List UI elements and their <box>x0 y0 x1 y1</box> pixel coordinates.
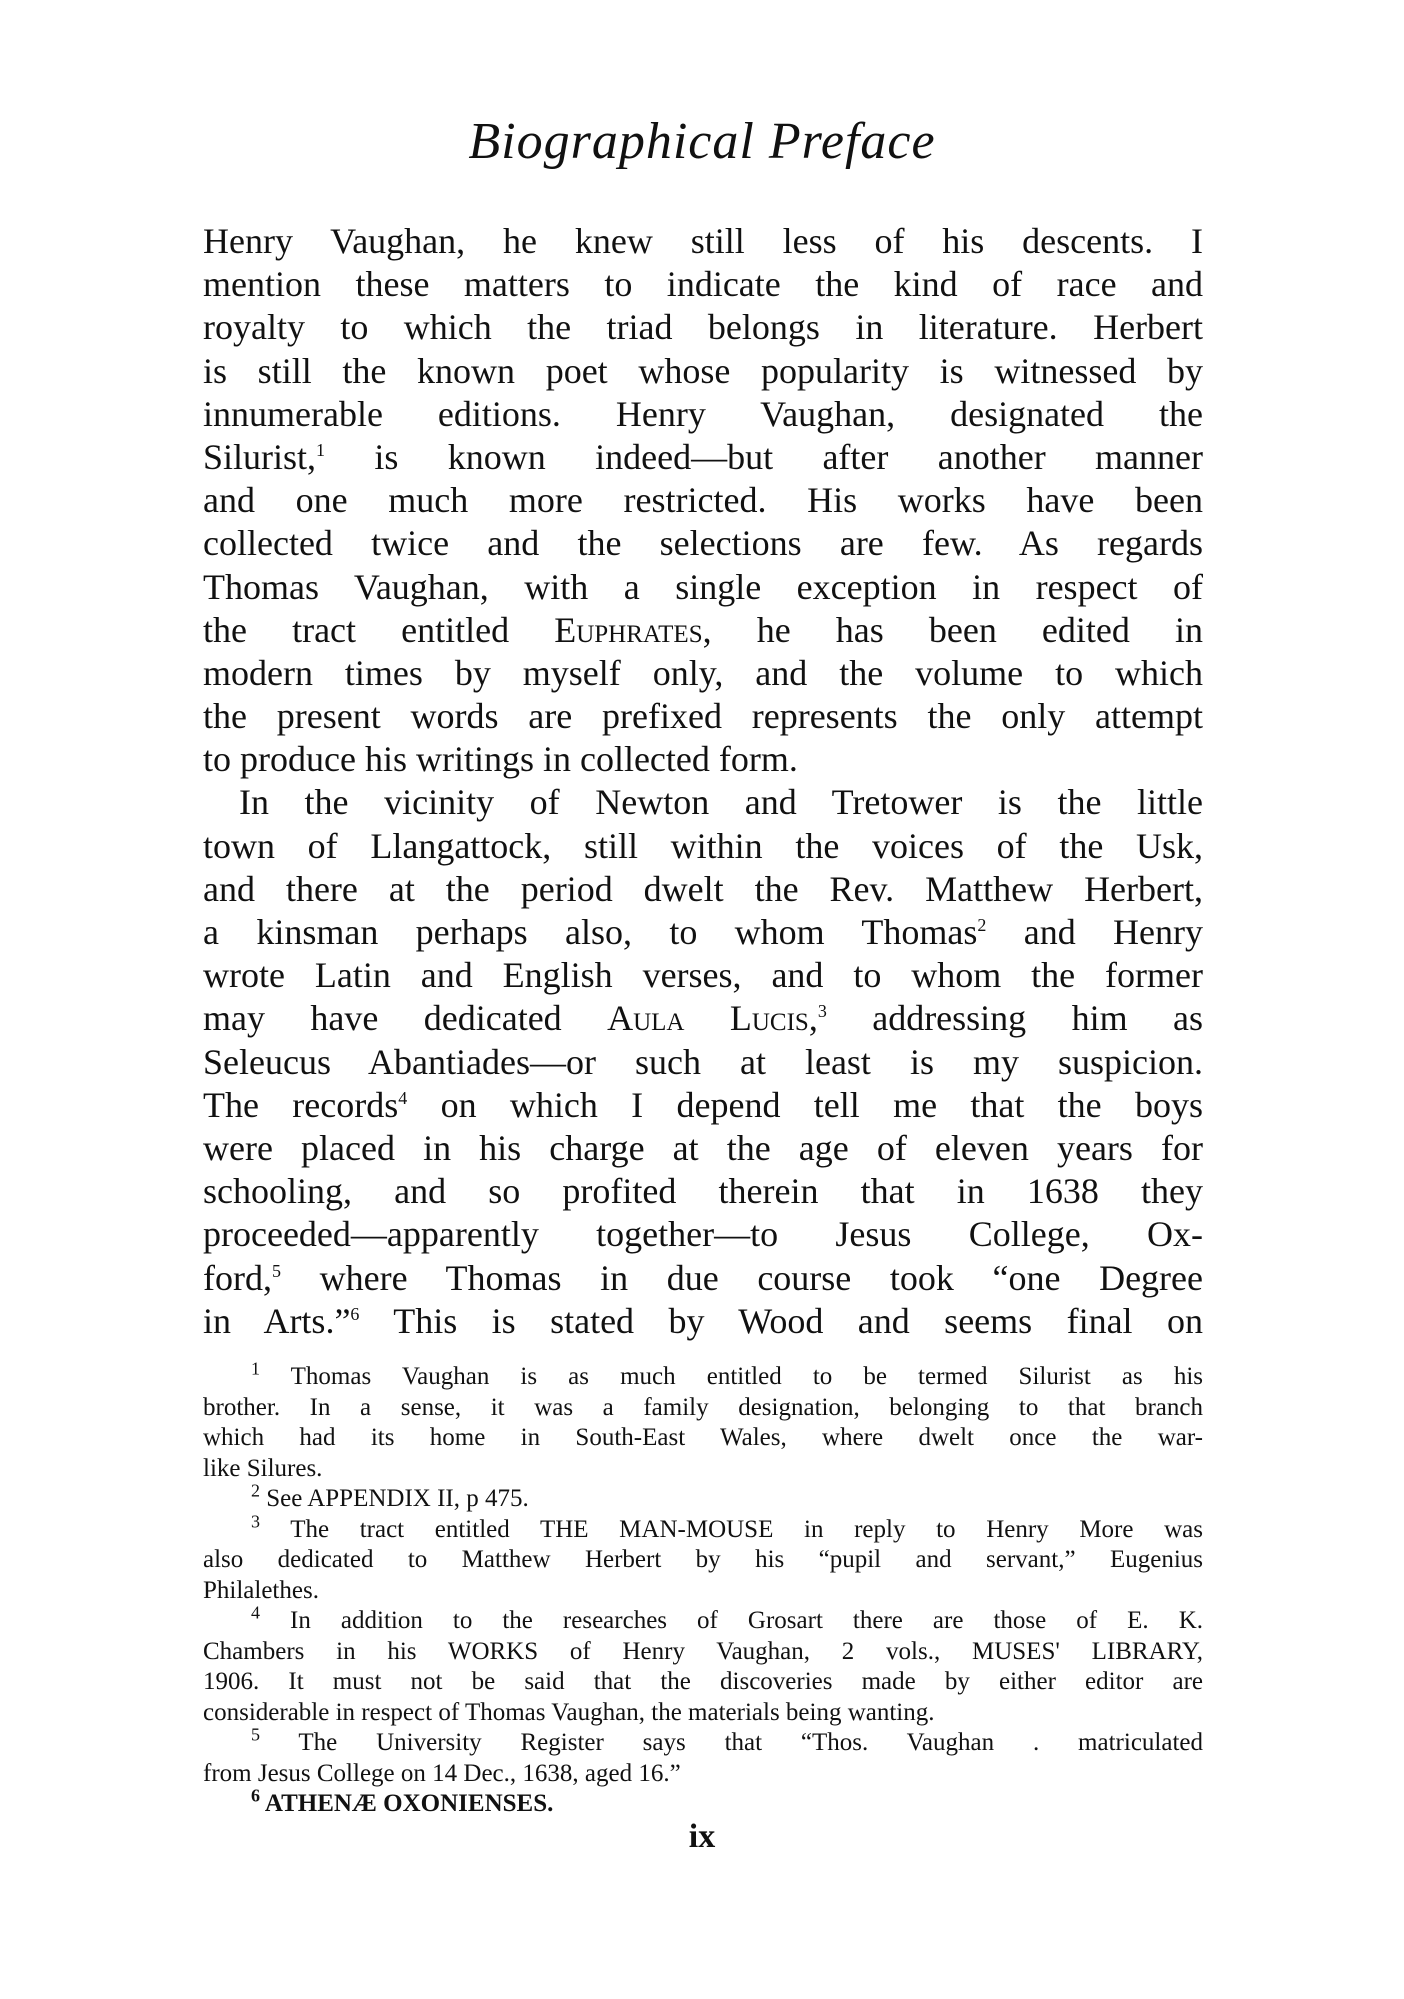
footnote-line: like Silures. <box>203 1454 323 1482</box>
body-line: Henry Vaughan, he knew still less of his descents. I <box>203 221 1203 261</box>
page-number: ix <box>688 1818 716 1855</box>
footnote-marker: 1 <box>251 1358 260 1379</box>
note-marker: 6 <box>350 1303 360 1324</box>
footnote-marker: 4 <box>251 1602 260 1623</box>
body-line: mention these matters to indicate the kind of race and <box>203 264 1203 305</box>
work-title: Aula Lucis <box>607 998 809 1039</box>
body-line: In the vicinity of Newton and Tretower is the little <box>239 782 1203 823</box>
footnote-line: $^6$ ATHENÆ OXONIENSES. <box>251 1785 554 1817</box>
body-line: Thomas Vaughan, with a single exception in respect of <box>203 566 1203 607</box>
footnote-line: Philalethes. <box>203 1576 319 1604</box>
footnote-line: from Jesus College on 14 Dec., 1638, aged 16.” <box>203 1759 681 1787</box>
body-line: schooling, and so profited therein that in 1638 they <box>203 1171 1203 1212</box>
body-line: is still the known poet whose popularity is witnessed by <box>203 350 1203 391</box>
footnote-line: $^3$ The tract entitled THE MAN-MOUSE in reply to Henry More was <box>251 1511 1203 1543</box>
footnote-line: considerable in respect of Thomas Vaughan, the materials being wanting. <box>203 1698 935 1726</box>
footnote-marker: 5 <box>251 1724 260 1745</box>
body-line: wrote Latin and English verses, and to whom the former <box>203 955 1203 996</box>
footnote-line: $^5$ The University Register says that “Thos. Vaughan . matriculated <box>251 1724 1203 1756</box>
body-line: the tract entitled Euphrates, he has been edited in <box>203 609 1203 650</box>
body-line: ford,$^5$ where Thomas in due course took “one Degree <box>203 1257 1204 1298</box>
note-marker: 1 <box>316 439 326 460</box>
body-line: Seleucus Abantiades—or such at least is my suspicion. <box>203 1041 1203 1082</box>
body-line: and there at the period dwelt the Rev. Matthew Herbert, <box>203 868 1203 909</box>
body-line: proceeded—apparently together—to Jesus College, Ox- <box>203 1214 1203 1255</box>
body-line: Silurist,$^1$ is known indeed—but after another manner <box>203 436 1203 477</box>
body-line: may have dedicated Aula Lucis,$^3$ addressing him as <box>203 998 1203 1039</box>
work-title: Euphrates <box>554 609 703 650</box>
footnote-line: $^2$ See APPENDIX II, p 475. <box>251 1480 529 1512</box>
footnote-line: brother. In a sense, it was a family designation, belonging to that branch <box>203 1393 1203 1421</box>
body-line: the present words are prefixed represents the only attempt <box>203 696 1203 737</box>
note-marker: 5 <box>271 1260 281 1281</box>
body-line: innumerable editions. Henry Vaughan, designated the <box>203 393 1203 434</box>
footnote-marker: 3 <box>251 1511 260 1532</box>
footnote-marker: 2 <box>251 1480 260 1501</box>
running-head: Biographical Preface <box>468 113 936 170</box>
footnotes <box>203 1358 1204 1820</box>
body-line: collected twice and the selections are few. As regards <box>203 523 1203 564</box>
footnote-line: Chambers in his WORKS of Henry Vaughan, 2 vols., MUSES' LIBRARY, <box>203 1637 1203 1665</box>
footnote-line: which had its home in South-East Wales, where dwelt once the war- <box>203 1424 1203 1451</box>
footnote-line: $^1$ Thomas Vaughan is as much entitled to be termed Silurist as his <box>251 1358 1203 1390</box>
note-marker: 3 <box>817 1001 827 1022</box>
body-line: modern times by myself only, and the volume to which <box>203 652 1203 693</box>
body-line: The records$^4$ on which I depend tell me that the boys <box>203 1084 1203 1125</box>
body-line: royalty to which the triad belongs in literature. Herbert <box>203 307 1203 348</box>
footnote-line: also dedicated to Matthew Herbert by his “pupil and servant,” Eugenius <box>203 1546 1203 1573</box>
body-line: town of Llangattock, still within the voices of the Usk, <box>203 825 1203 866</box>
footnote-marker: 6 <box>251 1785 260 1806</box>
body-text <box>203 220 1203 1343</box>
note-marker: 2 <box>977 915 987 935</box>
body-line: a kinsman perhaps also, to whom Thomas$^2$ and Henry <box>203 912 1204 952</box>
body-line: in Arts.”$^6$ This is stated by Wood and seems final on <box>203 1300 1203 1341</box>
body-line: and one much more restricted. His works have been <box>203 480 1203 521</box>
body-line: were placed in his charge at the age of eleven years for <box>203 1127 1203 1168</box>
footnote-line: $^4$ In addition to the researches of Grosart there are those of E. K. <box>251 1602 1204 1634</box>
note-marker: 4 <box>398 1087 408 1108</box>
body-line: to produce his writings in collected form. <box>203 739 798 780</box>
footnote-line: 1906. It must not be said that the discoveries made by either editor are <box>203 1668 1203 1695</box>
